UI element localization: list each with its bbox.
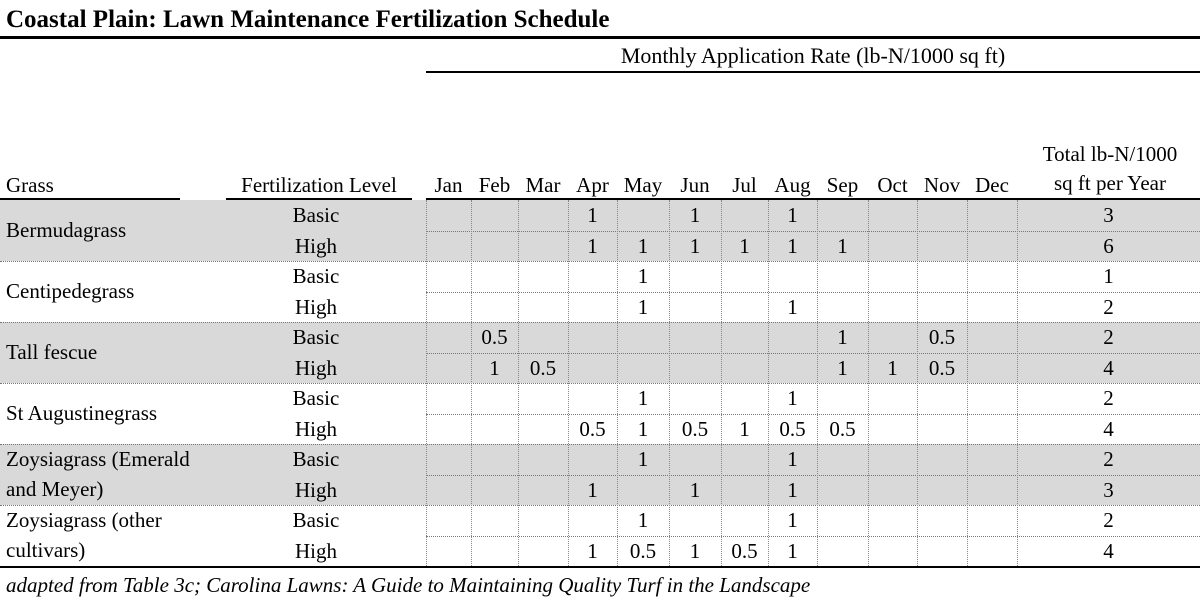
rate-cell-nov: [917, 261, 967, 292]
rate-cell-feb: 0.5: [481, 325, 508, 349]
fertilization-level: High: [295, 416, 337, 441]
rate-cell-jan: [426, 414, 471, 445]
rate-cell-may: 1: [637, 386, 649, 410]
rate-cell-mar: [518, 444, 568, 475]
fertilization-level: High: [295, 355, 337, 380]
rate-cell-jan: [426, 353, 471, 384]
rate-cell-mar: [518, 383, 568, 414]
rate-cell-jun: [669, 444, 721, 475]
rate-cell-mar: [518, 414, 568, 445]
fertilization-level: Basic: [292, 325, 340, 349]
rate-cell-sep: [817, 505, 868, 536]
rate-cell-jun: 1: [689, 233, 701, 258]
rate-cell-nov: [917, 475, 967, 506]
month-header-jun: Jun: [680, 173, 710, 197]
month-header-oct: Oct: [877, 173, 908, 197]
page-title: Coastal Plain: Lawn Maintenance Fertilization Schedule: [6, 6, 610, 33]
rate-cell-feb: [471, 444, 518, 475]
rate-cell-aug: 1: [787, 447, 798, 471]
annual-total-cell: 3: [1103, 203, 1114, 227]
column-divider: [917, 200, 918, 566]
rate-cell-jun: 1: [689, 477, 701, 502]
grass-group: [0, 261, 1200, 322]
rate-cell-oct: [868, 383, 917, 414]
rate-cell-sep: [817, 444, 868, 475]
fertilization-level: High: [295, 477, 337, 502]
rate-cell-sep: 0.5: [829, 416, 856, 441]
month-header-nov: Nov: [923, 173, 961, 197]
rate-cell-apr: [568, 444, 617, 475]
monthly-rate-heading: Monthly Application Rate (lb-N/1000 sq ft): [620, 43, 1006, 68]
rate-cell-oct: 1: [887, 355, 898, 380]
rate-cell-dec: [967, 414, 1017, 445]
rate-cell-sep: 1: [837, 325, 848, 349]
grass-name-line: cultivars): [6, 538, 86, 562]
grass-name-line: Zoysiagrass (other: [6, 508, 162, 532]
rate-cell-may: 1: [637, 416, 649, 441]
annual-total-cell: 6: [1103, 233, 1114, 258]
bottom-rule: [0, 566, 1200, 568]
rate-cell-may: [617, 322, 669, 353]
rate-cell-feb: [471, 505, 518, 536]
annual-total-cell: 2: [1103, 294, 1114, 319]
rate-cell-dec: [967, 261, 1017, 292]
rate-cell-apr: [568, 505, 617, 536]
grass-group: [0, 505, 1200, 566]
grass-name-line: Zoysiagrass (Emerald: [6, 447, 190, 471]
rate-cell-apr: [568, 383, 617, 414]
rate-cell-jan: [426, 505, 471, 536]
rate-cell-nov: 0.5: [928, 325, 956, 349]
rate-cell-mar: [518, 292, 568, 323]
rate-cell-jun: [669, 292, 721, 323]
rate-cell-nov: [917, 383, 967, 414]
rate-cell-jul: [721, 383, 768, 414]
rate-cell-may: [617, 475, 669, 506]
fertilization-level: High: [295, 538, 337, 563]
month-header-dec: Dec: [975, 173, 1009, 197]
rate-cell-feb: [471, 231, 518, 262]
rate-cell-nov: [917, 200, 967, 231]
rate-cell-jan: [426, 200, 471, 231]
column-divider: [768, 200, 769, 566]
rate-cell-jul: [721, 200, 768, 231]
grass-group: [0, 200, 1200, 261]
column-divider: [426, 200, 427, 566]
rate-cell-aug: 1: [787, 294, 798, 319]
fertilization-level: Basic: [292, 264, 340, 288]
rate-cell-jul: [721, 353, 768, 384]
rate-cell-jul: [721, 261, 768, 292]
rate-cell-oct: [868, 444, 917, 475]
rate-cell-nov: 0.5: [928, 355, 956, 380]
rate-cell-apr: [568, 261, 617, 292]
rate-cell-nov: [917, 231, 967, 262]
rate-cell-feb: [471, 475, 518, 506]
rate-cell-feb: [471, 292, 518, 323]
rate-cell-jun: [669, 505, 721, 536]
rate-cell-oct: [868, 505, 917, 536]
rate-cell-nov: [917, 292, 967, 323]
rate-cell-jan: [426, 292, 471, 323]
rate-cell-may: 1: [637, 264, 649, 288]
month-header-sep: Sep: [826, 173, 859, 197]
rate-cell-jan: [426, 383, 471, 414]
total-header-line-1: Total lb-N/1000: [1042, 142, 1178, 166]
fertilization-level: Basic: [292, 386, 340, 410]
rate-cell-aug: 1: [787, 233, 798, 258]
rate-cell-apr: 0.5: [579, 416, 606, 441]
column-divider: [617, 200, 618, 566]
month-header-jul: Jul: [732, 173, 757, 197]
rate-cell-oct: [868, 322, 917, 353]
rate-cell-oct: [868, 475, 917, 506]
grass-group: [0, 383, 1200, 444]
rate-cell-oct: [868, 292, 917, 323]
grass-name: [6, 215, 126, 245]
month-header-jan: Jan: [434, 173, 463, 197]
rate-cell-jan: [426, 231, 471, 262]
rate-cell-feb: 1: [489, 355, 500, 380]
rate-cell-dec: [967, 353, 1017, 384]
rate-cell-apr: 1: [587, 538, 598, 563]
annual-total-cell: 4: [1103, 416, 1114, 441]
rate-cell-dec: [967, 475, 1017, 506]
rate-cell-aug: 0.5: [779, 416, 806, 441]
grass-group: [0, 444, 1200, 505]
rate-cell-mar: [518, 261, 568, 292]
rate-cell-jul: 0.5: [731, 538, 758, 563]
rate-cell-oct: [868, 414, 917, 445]
source-footnote: adapted from Table 3c; Carolina Lawns: A Guide to Maintaining Quality Turf in the Landscape: [6, 573, 811, 597]
rate-cell-may: [617, 200, 669, 231]
grass-name: [6, 276, 134, 306]
annual-total-cell: 2: [1103, 508, 1114, 532]
rate-cell-dec: [967, 444, 1017, 475]
rate-cell-sep: [817, 475, 868, 506]
rate-cell-aug: 1: [787, 538, 798, 563]
rate-cell-sep: [817, 536, 868, 567]
rate-cell-mar: [518, 505, 568, 536]
grass-group: [0, 322, 1200, 383]
column-divider: [868, 200, 869, 566]
rate-cell-sep: 1: [837, 355, 848, 380]
rate-cell-jun: 1: [689, 203, 701, 227]
rate-cell-sep: [817, 292, 868, 323]
column-divider: [471, 200, 472, 566]
rate-cell-aug: 1: [787, 508, 798, 532]
rate-cell-jul: [721, 505, 768, 536]
rate-cell-may: 1: [637, 233, 649, 258]
rate-cell-jul: [721, 292, 768, 323]
grass-column-header: Grass: [6, 173, 54, 197]
month-header-feb: Feb: [478, 173, 511, 197]
annual-total-cell: 4: [1103, 538, 1114, 563]
rate-cell-nov: [917, 414, 967, 445]
rate-cell-jun: 0.5: [681, 416, 709, 441]
rate-cell-dec: [967, 505, 1017, 536]
rate-cell-aug: 1: [787, 386, 798, 410]
rate-cell-jun: [669, 322, 721, 353]
rate-cell-aug: [768, 353, 817, 384]
rate-cell-mar: 0.5: [529, 355, 557, 380]
rate-cell-nov: [917, 505, 967, 536]
fertilization-level: Basic: [292, 447, 340, 471]
month-header-may: May: [623, 173, 663, 197]
rate-cell-jul: [721, 475, 768, 506]
rate-cell-dec: [967, 383, 1017, 414]
grass-name: [6, 444, 190, 504]
rate-cell-oct: [868, 231, 917, 262]
grass-name-line: Tall fescue: [6, 340, 98, 364]
rate-cell-dec: [967, 200, 1017, 231]
title-rule: [0, 36, 1200, 39]
rate-cell-oct: [868, 536, 917, 567]
rate-cell-jan: [426, 536, 471, 567]
rate-cell-aug: [768, 261, 817, 292]
annual-total-cell: 3: [1103, 477, 1114, 502]
fertilization-level: Basic: [292, 203, 340, 227]
level-column-header: Fertilization Level: [241, 173, 397, 197]
total-header-line-2: sq ft per Year: [1054, 171, 1166, 195]
annual-total-cell: 1: [1103, 264, 1114, 288]
rate-cell-mar: [518, 475, 568, 506]
monthly-rate-rule: [426, 71, 1200, 73]
rate-cell-aug: 1: [787, 477, 798, 502]
rate-cell-jul: [721, 322, 768, 353]
month-header-apr: Apr: [576, 173, 609, 197]
annual-total-cell: 2: [1103, 325, 1114, 349]
grass-name-line: Bermudagrass: [6, 218, 127, 242]
grass-name-line: and Meyer): [6, 477, 104, 501]
grass-name: [6, 337, 97, 367]
column-divider: [1017, 200, 1018, 566]
annual-total-cell: 2: [1103, 386, 1114, 410]
rate-cell-jul: [721, 444, 768, 475]
annual-total-cell: 2: [1103, 447, 1114, 471]
rate-cell-mar: [518, 536, 568, 567]
rate-cell-jun: [669, 353, 721, 384]
rate-cell-sep: [817, 200, 868, 231]
column-divider: [669, 200, 670, 566]
rate-cell-nov: [917, 536, 967, 567]
rate-cell-sep: 1: [837, 233, 848, 258]
grass-name-line: Centipedegrass: [6, 279, 135, 303]
rate-cell-apr: 1: [587, 203, 598, 227]
rate-cell-may: 1: [637, 447, 649, 471]
rate-cell-apr: [568, 322, 617, 353]
rate-cell-jun: 1: [689, 538, 701, 563]
rate-cell-apr: [568, 292, 617, 323]
rate-cell-may: 1: [637, 508, 649, 532]
month-header-aug: Aug: [774, 173, 811, 197]
rate-cell-aug: 1: [787, 203, 798, 227]
rate-cell-feb: [471, 414, 518, 445]
rate-cell-jan: [426, 322, 471, 353]
rate-cell-jul: 1: [739, 233, 750, 258]
rate-cell-sep: [817, 383, 868, 414]
rate-cell-may: 0.5: [629, 538, 657, 563]
rate-cell-apr: 1: [587, 233, 598, 258]
total-column-header: [1020, 140, 1200, 198]
rate-cell-feb: [471, 536, 518, 567]
grass-name-line: St Augustinegrass: [6, 401, 158, 425]
fertilization-level: High: [295, 294, 337, 319]
annual-total-cell: 4: [1103, 355, 1114, 380]
rate-cell-jan: [426, 444, 471, 475]
column-divider: [721, 200, 722, 566]
column-divider: [568, 200, 569, 566]
rate-cell-jan: [426, 261, 471, 292]
rate-cell-oct: [868, 261, 917, 292]
rate-cell-aug: [768, 322, 817, 353]
rate-cell-mar: [518, 200, 568, 231]
rate-cell-sep: [817, 261, 868, 292]
rate-cell-jun: [669, 383, 721, 414]
rate-cell-oct: [868, 200, 917, 231]
rate-cell-may: [617, 353, 669, 384]
column-divider: [817, 200, 818, 566]
grass-name: [6, 398, 157, 428]
month-header-mar: Mar: [525, 173, 561, 197]
rate-cell-mar: [518, 322, 568, 353]
rate-cell-feb: [471, 383, 518, 414]
column-divider: [967, 200, 968, 566]
rate-cell-feb: [471, 200, 518, 231]
rate-cell-dec: [967, 292, 1017, 323]
rate-cell-nov: [917, 444, 967, 475]
rate-cell-jul: 1: [739, 416, 750, 441]
fertilization-level: Basic: [292, 508, 340, 532]
rate-cell-mar: [518, 231, 568, 262]
grass-name: [6, 505, 162, 565]
rate-cell-jun: [669, 261, 721, 292]
rate-cell-dec: [967, 322, 1017, 353]
rate-cell-dec: [967, 536, 1017, 567]
column-divider: [518, 200, 519, 566]
rate-cell-apr: [568, 353, 617, 384]
rate-cell-jan: [426, 475, 471, 506]
rate-cell-apr: 1: [587, 477, 598, 502]
rate-cell-dec: [967, 231, 1017, 262]
fertilization-level: High: [295, 233, 337, 258]
rate-cell-feb: [471, 261, 518, 292]
rate-cell-may: 1: [637, 294, 649, 319]
